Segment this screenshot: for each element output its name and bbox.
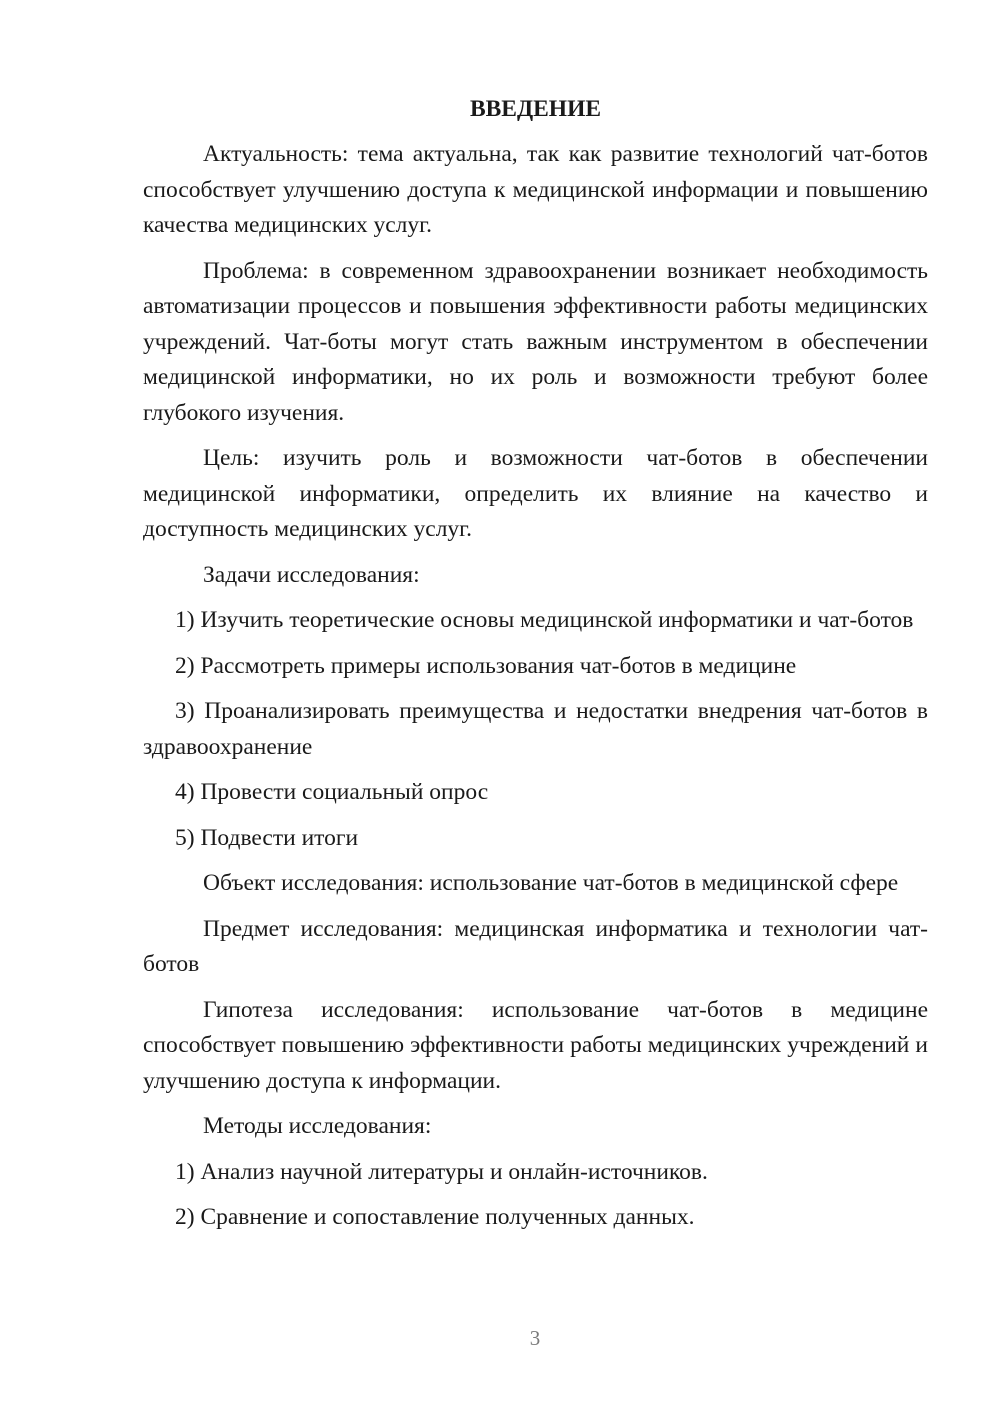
method-item-2: 2) Сравнение и сопоставление полученных данных. [175,1204,695,1230]
task-item-3: 3) Проанализировать преимущества и недостатки внедрения чат-ботов в здравоохранение [143,698,928,760]
document-body [143,92,928,1246]
task-item-5: 5) Подвести итоги [175,824,359,851]
methods-heading: Методы исследования: [203,1113,432,1139]
subject-paragraph: Предмет исследования: медицинская информатика и технологии чат-ботов [143,915,928,977]
tasks-heading: Задачи исследования: [203,561,420,588]
page-title: ВВЕДЕНИЕ [469,96,602,122]
relevance-paragraph: Актуальность: тема актуальна, так как развитие технологий чат-ботов способствует улучшению доступа к медицинской информации и повышению качества медицинских услуг. [143,141,928,238]
page-number: 3 [529,1326,541,1350]
goal-paragraph: Цель: изучить роль и возможности чат-ботов в обеспечении медицинской информатики, определить их влияние на качество и доступность медицинских услуг. [143,445,928,542]
task-item-2: 2) Рассмотреть примеры использования чат-ботов в медицине [175,652,797,679]
object-paragraph: Объект исследования: использование чат-ботов в медицинской сфере [203,870,899,896]
method-item-1: 1) Анализ научной литературы и онлайн-источников. [175,1158,708,1185]
task-item-4: 4) Провести социальный опрос [175,779,489,805]
task-item-1: 1) Изучить теоретические основы медицинской информатики и чат-ботов [175,607,914,633]
hypothesis-paragraph: Гипотеза исследования: использование чат-ботов в медицине способствует повышению эффективности работы медицинских учреждений и улучшению доступа к информации. [143,996,928,1094]
problem-paragraph: Проблема: в современном здравоохранении возникает необходимость автоматизации процессов и повышения эффективности работы медицинских учреждений. Чат-боты могут стать важным инструментом в обеспечении медицинской информатики, но их роль и возможности требуют более глубокого изучения. [143,257,928,426]
